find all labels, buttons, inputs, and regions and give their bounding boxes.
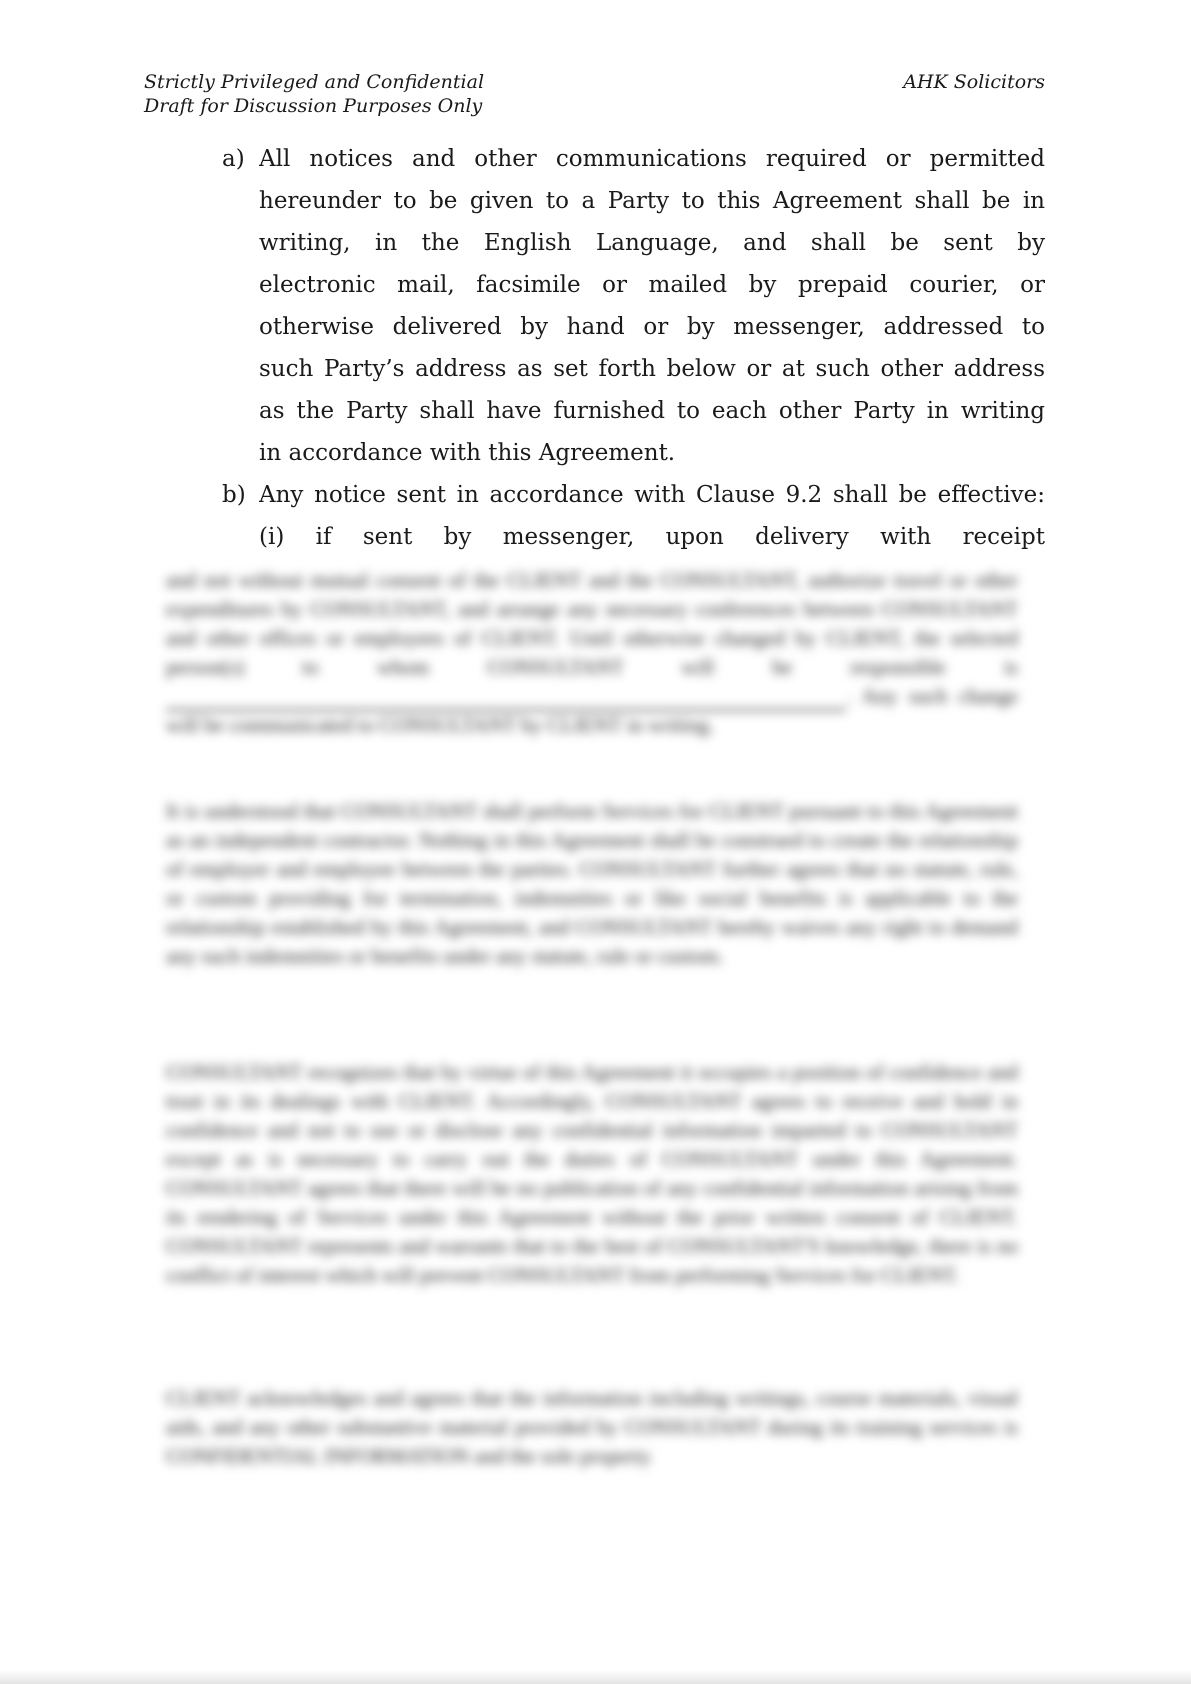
- clause-a-line: All notices and other communications required or permitted: [259, 146, 1045, 172]
- blurred-text: . Any such change will be communicated to CONSULTANT by CLIENT in writing.: [166, 684, 1018, 737]
- blurred-paragraph: [166, 566, 1018, 740]
- signature-blank-line: [166, 691, 846, 711]
- clause-b-sub-i: (i) if sent by messenger, upon delivery with receipt: [259, 524, 1045, 550]
- clause-b-body: [259, 474, 1045, 558]
- header-draft-line: Draft for Discussion Purposes Only: [144, 95, 483, 117]
- header-privileged-line: Strictly Privileged and Confidential: [144, 71, 485, 93]
- blurred-paragraph: It is understood that CONSULTANT shall perform Services for CLIENT pursuant to this Agreement as an independent contractor. Nothing in this Agreement shall be construed to create the relationship of employer and employee between the parties. CONSULTANT further agrees that no statute, rule, or custom providing for termination, indemnities or like social benefits is applicable to the relationship established by this Agreement, and CONSULTANT hereby waives any right to demand any such indemnities or benefits under any statute, rule or custom.: [166, 799, 1018, 968]
- clause-b: [222, 474, 1045, 558]
- clause-a-body: [259, 138, 1045, 474]
- blurred-paragraph: CLIENT acknowledges and agrees that the information including writings, course materials, visual aids, and any other substantive material provided by CONSULTANT during its training services is CONFIDENTIAL INFORMATION and the sole property: [166, 1386, 1018, 1468]
- clause-a: [222, 138, 1045, 474]
- header-left: [144, 70, 484, 118]
- clause-a-line: otherwise delivered by hand or by messenger, addressed to: [259, 314, 1045, 340]
- clause-a-marker: a): [222, 146, 245, 172]
- clause-a-line: in accordance with this Agreement.: [259, 440, 676, 466]
- clause-b-marker: b): [222, 482, 246, 508]
- page-bottom-edge: [0, 1670, 1191, 1684]
- clause-a-line: hereunder to be given to a Party to this Agreement shall be in: [259, 188, 1045, 214]
- blurred-paragraph: CONSULTANT recognizes that by virtue of this Agreement it occupies a position of confidence and trust in its dealings with CLIENT. Accordingly, CONSULTANT agrees to receive and hold in confidence and not to use or disclose any confidential information imparted to CONSULTANT except as is necessary to carry out the duties of CONSULTANT under this Agreement. CONSULTANT agrees that there will be no publication of any confidential information arising from its rendering of Services under this Agreement without the prior written consent of CLIENT. CONSULTANT represents and warrants that to the best of CONSULTANT'S knowledge, there is no conflict of interest which will prevent CONSULTANT from performing Services for CLIENT.: [166, 1060, 1018, 1287]
- clause-a-line: electronic mail, facsimile or mailed by prepaid courier, or: [259, 272, 1045, 298]
- clause-a-line: such Party’s address as set forth below or at such other address: [259, 356, 1045, 382]
- blurred-text: and not without mutual consent of the CLIENT and the CONSULTANT, authorize travel or other expenditures by CONSULTANT, and arrange any necessary conferences between CONSULTANT and other offices or employees of CLIENT. Until otherwise changed by CLIENT, the selected person(s) to whom CONSULTANT will be responsible is: [166, 568, 1018, 679]
- clause-a-line: as the Party shall have furnished to each other Party in writing: [259, 398, 1045, 424]
- header-firm-name: AHK Solicitors: [903, 71, 1045, 93]
- clause-a-line: writing, in the English Language, and shall be sent by: [259, 230, 1045, 256]
- clause-b-text: Any notice sent in accordance with Clause 9.2 shall be effective:: [259, 482, 1045, 508]
